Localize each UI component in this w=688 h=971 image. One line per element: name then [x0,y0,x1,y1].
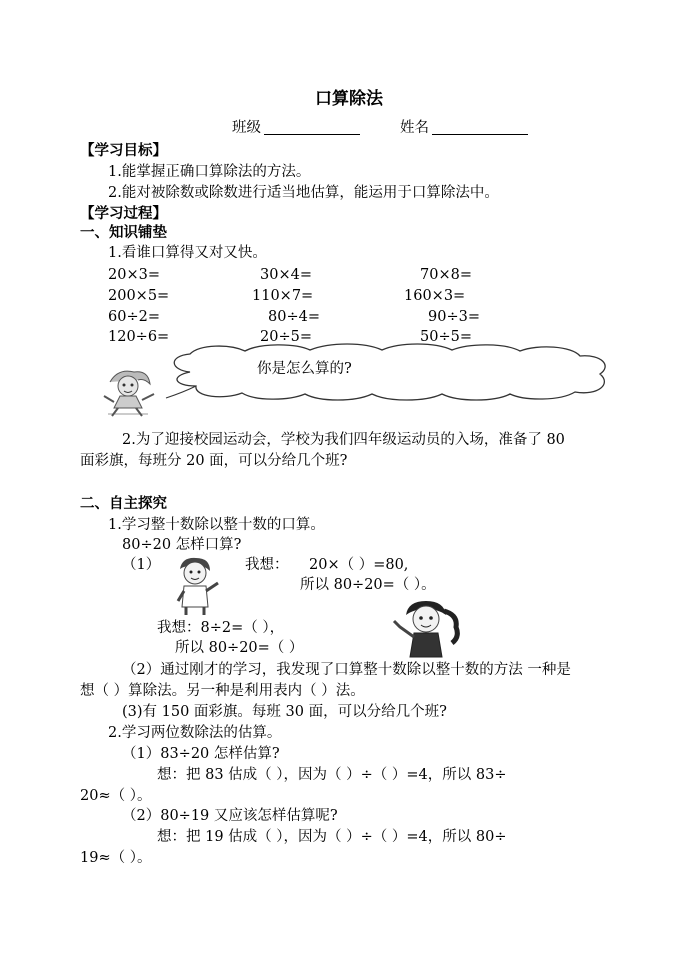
problem: 80÷4= [268,309,320,325]
p3: (3)有 150 面彩旗。每班 30 面，可以分给几个班? [122,704,447,720]
est-title: 2.学习两位数除法的估算。 [108,725,282,741]
process-heading: 【学习过程】 [80,205,167,222]
girl-think-2: 所以 80÷20=（ ） [175,640,304,656]
problem: 20÷5= [260,329,312,345]
problem: 120÷6= [108,329,170,345]
q1-title: 1.看谁口算得又对又快。 [108,245,267,261]
problem: 90÷3= [428,309,480,325]
boy-think-expr: 20×（ ）=80, [309,557,409,573]
p1-title: 1.学习整十数除以整十数的口算。 [108,517,325,533]
goals-heading: 【学习目标】 [80,142,167,159]
p2-line1: （2）通过刚才的学习，我发现了口算整十数除以整十数的方法 一种是 [122,662,571,678]
e1-line1: 想：把 83 估成（ ），因为（ ）÷（ ）=4，所以 83÷ [157,767,507,783]
section2-heading: 二、自主探究 [80,495,167,512]
e1-question: （1）83÷20 怎样估算? [122,746,280,762]
p2-line2: 想（ ）算除法。另一种是利用表内（ ）法。 [80,683,365,699]
name-label: 姓名 [400,120,429,136]
problem: 20×3= [108,267,160,283]
girl-think-1: 我想：8÷2=（ ）， [157,620,285,636]
q2-line1: 2.为了迎接校园运动会，学校为我们四年级运动员的入场，准备了 80 [122,432,565,448]
problem: 30×4= [260,267,312,283]
class-label: 班级 [232,120,261,136]
e2-question: （2）80÷19 又应该怎样估算呢? [122,808,338,824]
problem: 110×7= [252,288,314,304]
cartoon-kid-icon [98,366,158,418]
p1-question: 80÷20 怎样口算? [122,537,242,553]
boy-so: 所以 80÷20=（ ）。 [300,577,436,593]
girl-figure-icon [388,597,468,661]
goal-item: 2.能对被除数或除数进行适当地估算，能运用于口算除法中。 [108,185,499,201]
name-blank[interactable] [432,120,528,135]
problem: 200×5= [108,288,170,304]
e2-line2: 19≈（ ）。 [80,850,152,866]
e2-line1: 想：把 19 估成（ ），因为（ ）÷（ ）=4，所以 80÷ [157,829,507,845]
goal-item: 1.能掌握正确口算除法的方法。 [108,164,311,180]
boy-figure-icon [170,555,222,617]
class-blank[interactable] [264,120,360,135]
boy-think-label: 我想： [245,557,289,573]
e1-line2: 20≈（ ）。 [80,788,152,804]
section1-heading: 一、知识铺垫 [80,224,167,241]
cloud-bubble-icon [160,342,615,402]
page-title: 口算除法 [315,89,383,109]
problem: 60÷2= [108,309,160,325]
cloud-text: 你是怎么算的? [257,361,352,377]
q2-line2: 面彩旗，每班分 20 面，可以分给几个班? [80,453,348,469]
problem: 160×3= [404,288,466,304]
p1-number: （1） [122,557,161,573]
problem: 70×8= [420,267,472,283]
problem: 50÷5= [420,329,472,345]
